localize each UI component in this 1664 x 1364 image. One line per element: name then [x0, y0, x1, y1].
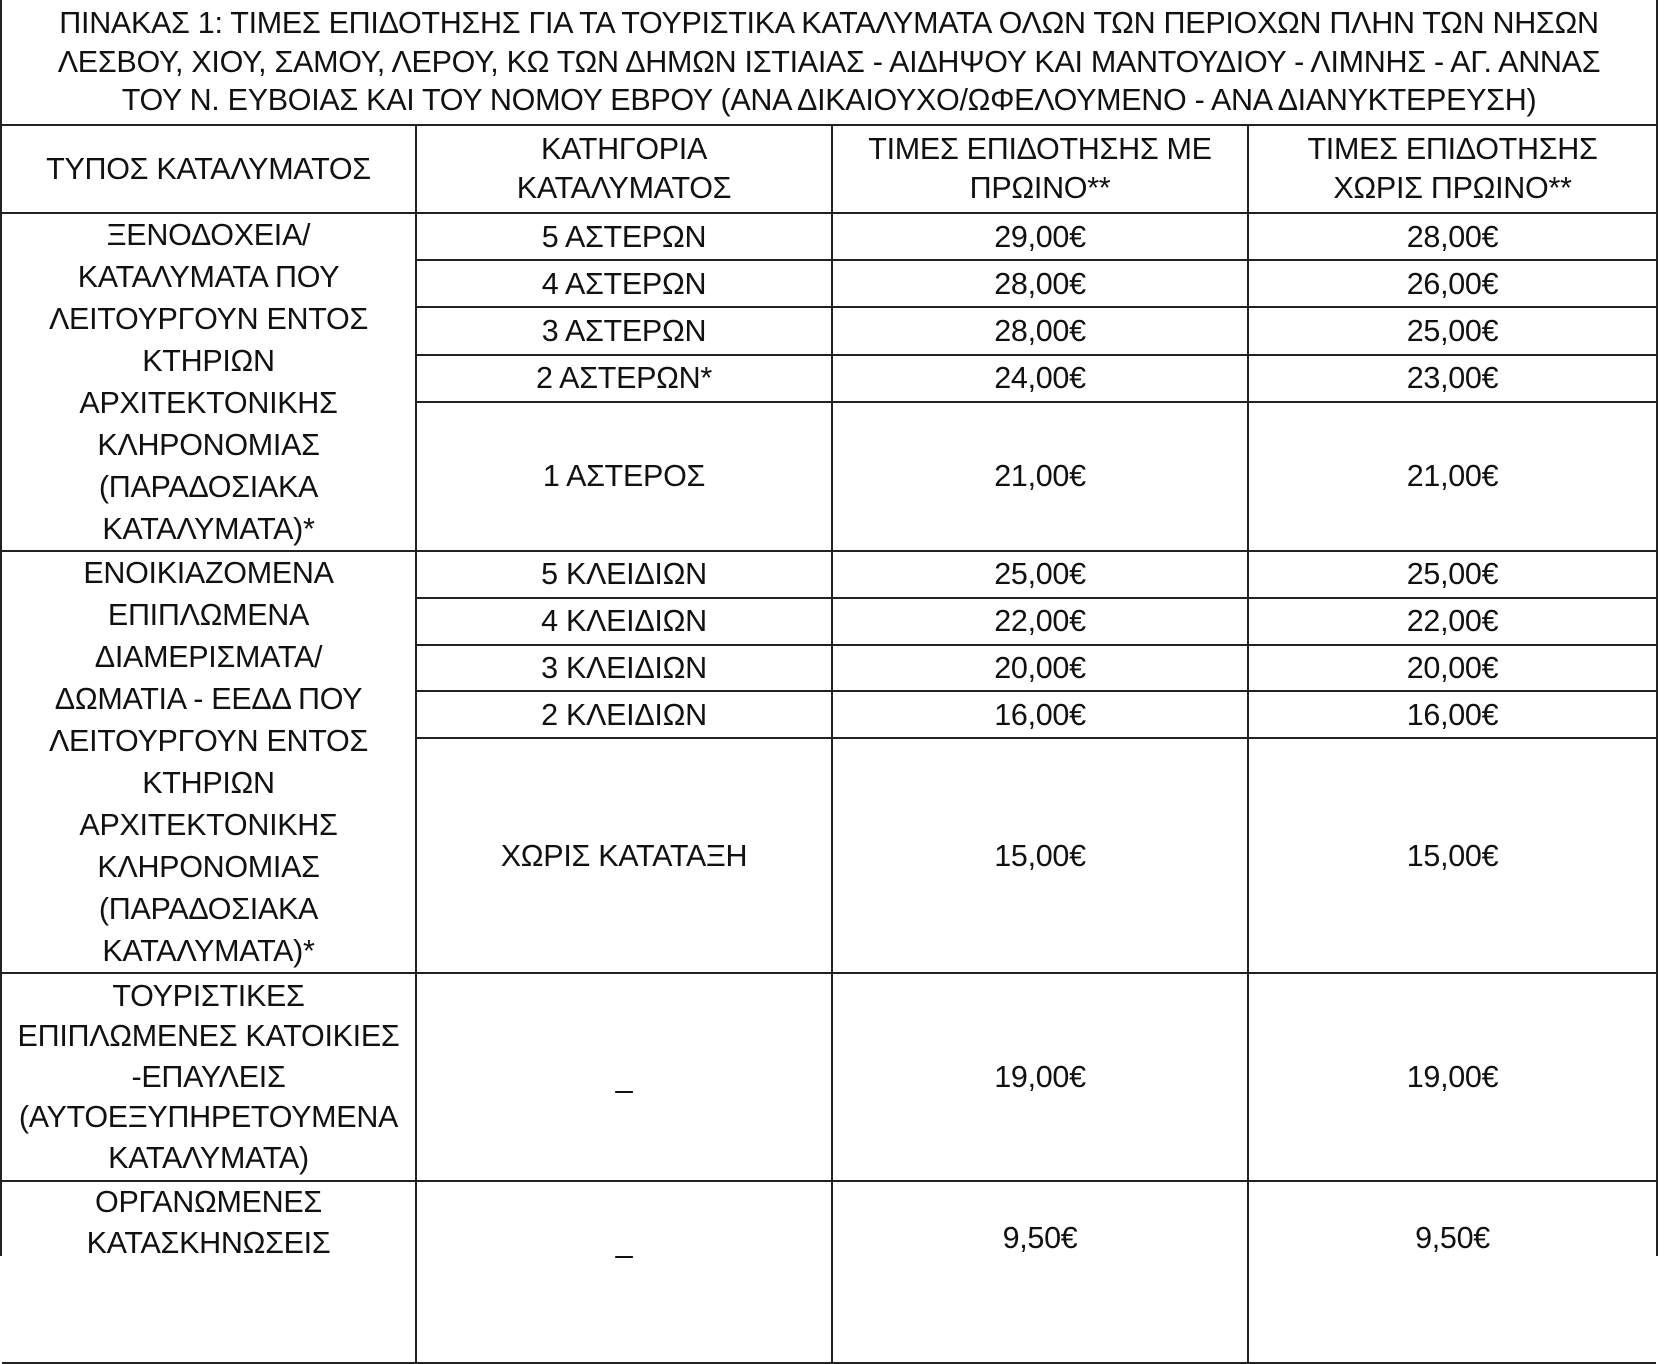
category-cell: 5 ΑΣΤΕΡΩΝ: [416, 213, 832, 260]
category-cell: 2 ΚΛΕΙΔΙΩΝ: [416, 691, 832, 738]
price-with-breakfast: 20,00€: [832, 645, 1248, 692]
header-category: ΚΑΤΗΓΟΡΙΑ ΚΑΤΑΛΥΜΑΤΟΣ: [416, 126, 832, 213]
price-without-breakfast: 15,00€: [1248, 738, 1656, 973]
price-with-breakfast: 15,00€: [832, 738, 1248, 973]
price-without-breakfast: 19,00€: [1248, 973, 1656, 1181]
price-with-breakfast: 28,00€: [832, 307, 1248, 354]
type-cell-hotels: ΞΕΝΟΔΟΧΕΙΑ/ ΚΑΤΑΛΥΜΑΤΑ ΠΟΥ ΛΕΙΤΟΥΡΓΟΥΝ ΕΝΤΟΣ ΚΤΗΡΙΩΝ ΑΡΧΙΤΕΚΤΟΝΙΚΗΣ ΚΛΗΡΟΝΟΜΙΑΣ (ΠΑΡΑΔΟΣΙΑΚΑ ΚΑΤΑΛΥΜΑΤΑ)*: [2, 213, 416, 551]
price-with-breakfast: 16,00€: [832, 691, 1248, 738]
category-cell: 3 ΑΣΤΕΡΩΝ: [416, 307, 832, 354]
category-cell: 4 ΚΛΕΙΔΙΩΝ: [416, 598, 832, 645]
category-cell: 4 ΑΣΤΕΡΩΝ: [416, 260, 832, 307]
price-without-breakfast: 9,50€: [1248, 1181, 1656, 1363]
header-row: [2, 126, 1656, 213]
price-with-breakfast: 25,00€: [832, 551, 1248, 598]
table-row: [2, 1181, 1656, 1363]
table-row: [2, 213, 1656, 260]
subsidy-table: [2, 126, 1656, 1364]
header-with-breakfast: ΤΙΜΕΣ ΕΠΙΔΟΤΗΣΗΣ ΜΕ ΠΡΩΙΝΟ**: [832, 126, 1248, 213]
price-without-breakfast: 20,00€: [1248, 645, 1656, 692]
category-cell: ΧΩΡΙΣ ΚΑΤΑΤΑΞΗ: [416, 738, 832, 973]
type-cell-villas: ΤΟΥΡΙΣΤΙΚΕΣ ΕΠΙΠΛΩΜΕΝΕΣ ΚΑΤΟΙΚΙΕΣ -ΕΠΑΥΛΕΙΣ (ΑΥΤΟΕΞΥΠΗΡΕΤΟΥΜΕΝΑ ΚΑΤΑΛΥΜΑΤΑ): [2, 973, 416, 1181]
price-without-breakfast: 25,00€: [1248, 307, 1656, 354]
title-line: ΤΟΥ Ν. ΕΥΒΟΙΑΣ ΚΑΙ ΤΟΥ ΝΟΜΟΥ ΕΒΡΟΥ (ΑΝΑ ΔΙΚΑΙΟΥΧΟ/ΩΦΕΛΟΥΜΕΝΟ - ΑΝΑ ΔΙΑΝΥΚΤΕΡΕΥΣΗ): [121, 83, 1537, 117]
category-cell: _: [416, 973, 832, 1181]
title-line: ΠΙΝΑΚΑΣ 1: ΤΙΜΕΣ ΕΠΙΔΟΤΗΣΗΣ ΓΙΑ ΤΑ ΤΟΥΡΙΣΤΙΚΑ ΚΑΤΑΛΥΜΑΤΑ ΟΛΩΝ ΤΩΝ ΠΕΡΙΟΧΩΝ ΠΛΗΝ ΤΩΝ ΝΗΣΩΝ: [59, 6, 1599, 40]
category-cell: 3 ΚΛΕΙΔΙΩΝ: [416, 645, 832, 692]
price-with-breakfast: 22,00€: [832, 598, 1248, 645]
type-cell-rooms: ΕΝΟΙΚΙΑΖΟΜΕΝΑ ΕΠΙΠΛΩΜΕΝΑ ΔΙΑΜΕΡΙΣΜΑΤΑ/ ΔΩΜΑΤΙΑ - ΕΕΔΔ ΠΟΥ ΛΕΙΤΟΥΡΓΟΥΝ ΕΝΤΟΣ ΚΤΗΡΙΩΝ ΑΡΧΙΤΕΚΤΟΝΙΚΗΣ ΚΛΗΡΟΝΟΜΙΑΣ (ΠΑΡΑΔΟΣΙΑΚΑ ΚΑΤΑΛΥΜΑΤΑ)*: [2, 551, 416, 973]
price-without-breakfast: 23,00€: [1248, 355, 1656, 402]
price-without-breakfast: 28,00€: [1248, 213, 1656, 260]
category-cell: 1 ΑΣΤΕΡΟΣ: [416, 402, 832, 551]
header-type: ΤΥΠΟΣ ΚΑΤΑΛΥΜΑΤΟΣ: [2, 126, 416, 213]
price-without-breakfast: 16,00€: [1248, 691, 1656, 738]
price-with-breakfast: 29,00€: [832, 213, 1248, 260]
price-with-breakfast: 28,00€: [832, 260, 1248, 307]
price-with-breakfast: 19,00€: [832, 973, 1248, 1181]
price-without-breakfast: 26,00€: [1248, 260, 1656, 307]
price-without-breakfast: 25,00€: [1248, 551, 1656, 598]
category-cell: _: [416, 1181, 832, 1363]
header-without-breakfast: ΤΙΜΕΣ ΕΠΙΔΟΤΗΣΗΣ ΧΩΡΙΣ ΠΡΩΙΝΟ**: [1248, 126, 1656, 213]
price-with-breakfast: 21,00€: [832, 402, 1248, 551]
price-with-breakfast: 9,50€: [832, 1181, 1248, 1363]
price-without-breakfast: 22,00€: [1248, 598, 1656, 645]
category-cell: 2 ΑΣΤΕΡΩΝ*: [416, 355, 832, 402]
table-title: [2, 0, 1656, 126]
price-with-breakfast: 24,00€: [832, 355, 1248, 402]
category-cell: 5 ΚΛΕΙΔΙΩΝ: [416, 551, 832, 598]
table-row: [2, 551, 1656, 598]
table-row: [2, 973, 1656, 1181]
title-line: ΛΕΣΒΟΥ, ΧΙΟΥ, ΣΑΜΟΥ, ΛΕΡΟΥ, ΚΩ ΤΩΝ ΔΗΜΩΝ ΙΣΤΙΑΙΑΣ - ΑΙΔΗΨΟΥ ΚΑΙ ΜΑΝΤΟΥΔΙΟΥ - ΛΙΜΝΗΣ - ΑΓ. ΑΝΝΑΣ: [57, 44, 1601, 79]
price-without-breakfast: 21,00€: [1248, 402, 1656, 551]
type-cell-camping: ΟΡΓΑΝΩΜΕΝΕΣ ΚΑΤΑΣΚΗΝΩΣΕΙΣ: [2, 1181, 416, 1363]
